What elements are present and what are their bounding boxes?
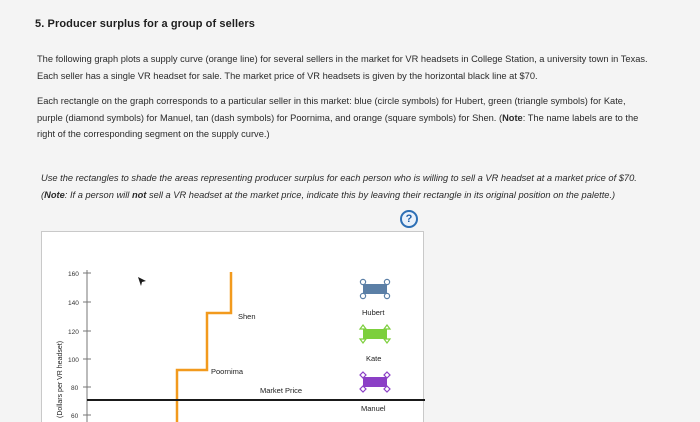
instr-line1: Use the rectangles to shade the areas representing producer surplus for each person who is willing to sell a VR headset at a market price of $70. — [41, 173, 637, 183]
y-tick-label-60: 60 — [71, 413, 79, 420]
kate-triangle-icon — [384, 325, 390, 329]
y-tick-group-60 — [71, 413, 91, 420]
kate-triangle-icon — [360, 325, 366, 329]
para2-line1: Each rectangle on the graph corresponds to a particular seller in this market: blue (circle symbols) for Hubert, green (triangle symbols) for Kate, — [37, 96, 626, 106]
help-button[interactable]: ? — [400, 210, 418, 228]
palette-item-kate[interactable] — [360, 325, 390, 363]
instr-line2-c: sell a VR headset at the market price, indicate this by leaving their rectangle in its original position on the palette.) — [146, 189, 616, 200]
para2-line3: right of the corresponding segment on the supply curve.) — [37, 129, 270, 139]
segment-label-poornima: Poornima — [211, 367, 244, 376]
y-tick-label-80: 80 — [71, 385, 79, 392]
y-tick-group-160 — [68, 271, 91, 278]
instr-line2 — [41, 187, 681, 204]
question-heading: 5. Producer surplus for a group of sellers — [35, 18, 255, 30]
hubert-circle-icon — [360, 293, 365, 298]
manuel-rectangle[interactable] — [363, 377, 387, 387]
palette-item-hubert[interactable] — [360, 279, 389, 317]
supply-graph[interactable] — [42, 232, 425, 422]
instr-note-label: Note — [44, 189, 65, 200]
kate-triangle-icon — [360, 339, 366, 343]
palette-label-manuel: Manuel — [361, 404, 386, 413]
hubert-circle-icon — [384, 293, 389, 298]
para2-note-label: Note — [502, 112, 523, 123]
palette-label-hubert: Hubert — [362, 308, 385, 317]
y-axis-title: (Dollars per VR headset) — [57, 340, 64, 418]
y-tick-group-140 — [68, 300, 91, 307]
instr-line2-a: ( — [41, 189, 45, 200]
y-tick-label-160: 160 — [68, 271, 79, 278]
instr-not: not — [131, 189, 147, 200]
question-paragraph-2 — [37, 93, 685, 143]
palette-label-kate: Kate — [366, 354, 382, 363]
y-tick-group-120 — [68, 329, 91, 336]
para1-line1: The following graph plots a supply curve (orange line) for several sellers in the market for VR headsets in College Station, a university town in Texas. — [37, 54, 648, 64]
hubert-circle-icon — [360, 279, 365, 284]
y-tick-label-100: 100 — [68, 357, 79, 364]
hubert-rectangle[interactable] — [363, 284, 387, 294]
y-tick-group-80 — [71, 385, 91, 392]
palette-item-manuel[interactable] — [360, 372, 390, 413]
para2-line2-b: : The name labels are to the — [522, 112, 639, 123]
market-price-label: Market Price — [260, 386, 303, 395]
kate-triangle-icon — [384, 339, 390, 343]
instr-line2-b: : If a person will — [64, 189, 132, 200]
y-tick-group-100 — [68, 357, 91, 364]
mouse-cursor-icon — [138, 277, 146, 286]
y-tick-label-120: 120 — [68, 329, 79, 336]
para2-line2-a: purple (diamond symbols) for Manuel, tan (dash symbols) for Poornima, and orange (square symbols) for Shen. ( — [37, 112, 503, 123]
instructions — [41, 170, 681, 203]
question-paragraph-1 — [37, 51, 685, 84]
para2-line2 — [37, 110, 685, 127]
segment-label-shen: Shen — [238, 312, 256, 321]
kate-rectangle[interactable] — [363, 329, 387, 339]
y-tick-label-140: 140 — [68, 300, 79, 307]
hubert-circle-icon — [384, 279, 389, 284]
graph-panel — [41, 231, 424, 422]
para1-line2: Each seller has a single VR headset for sale. The market price of VR headsets is given by the horizontal black line at $70. — [37, 70, 538, 81]
